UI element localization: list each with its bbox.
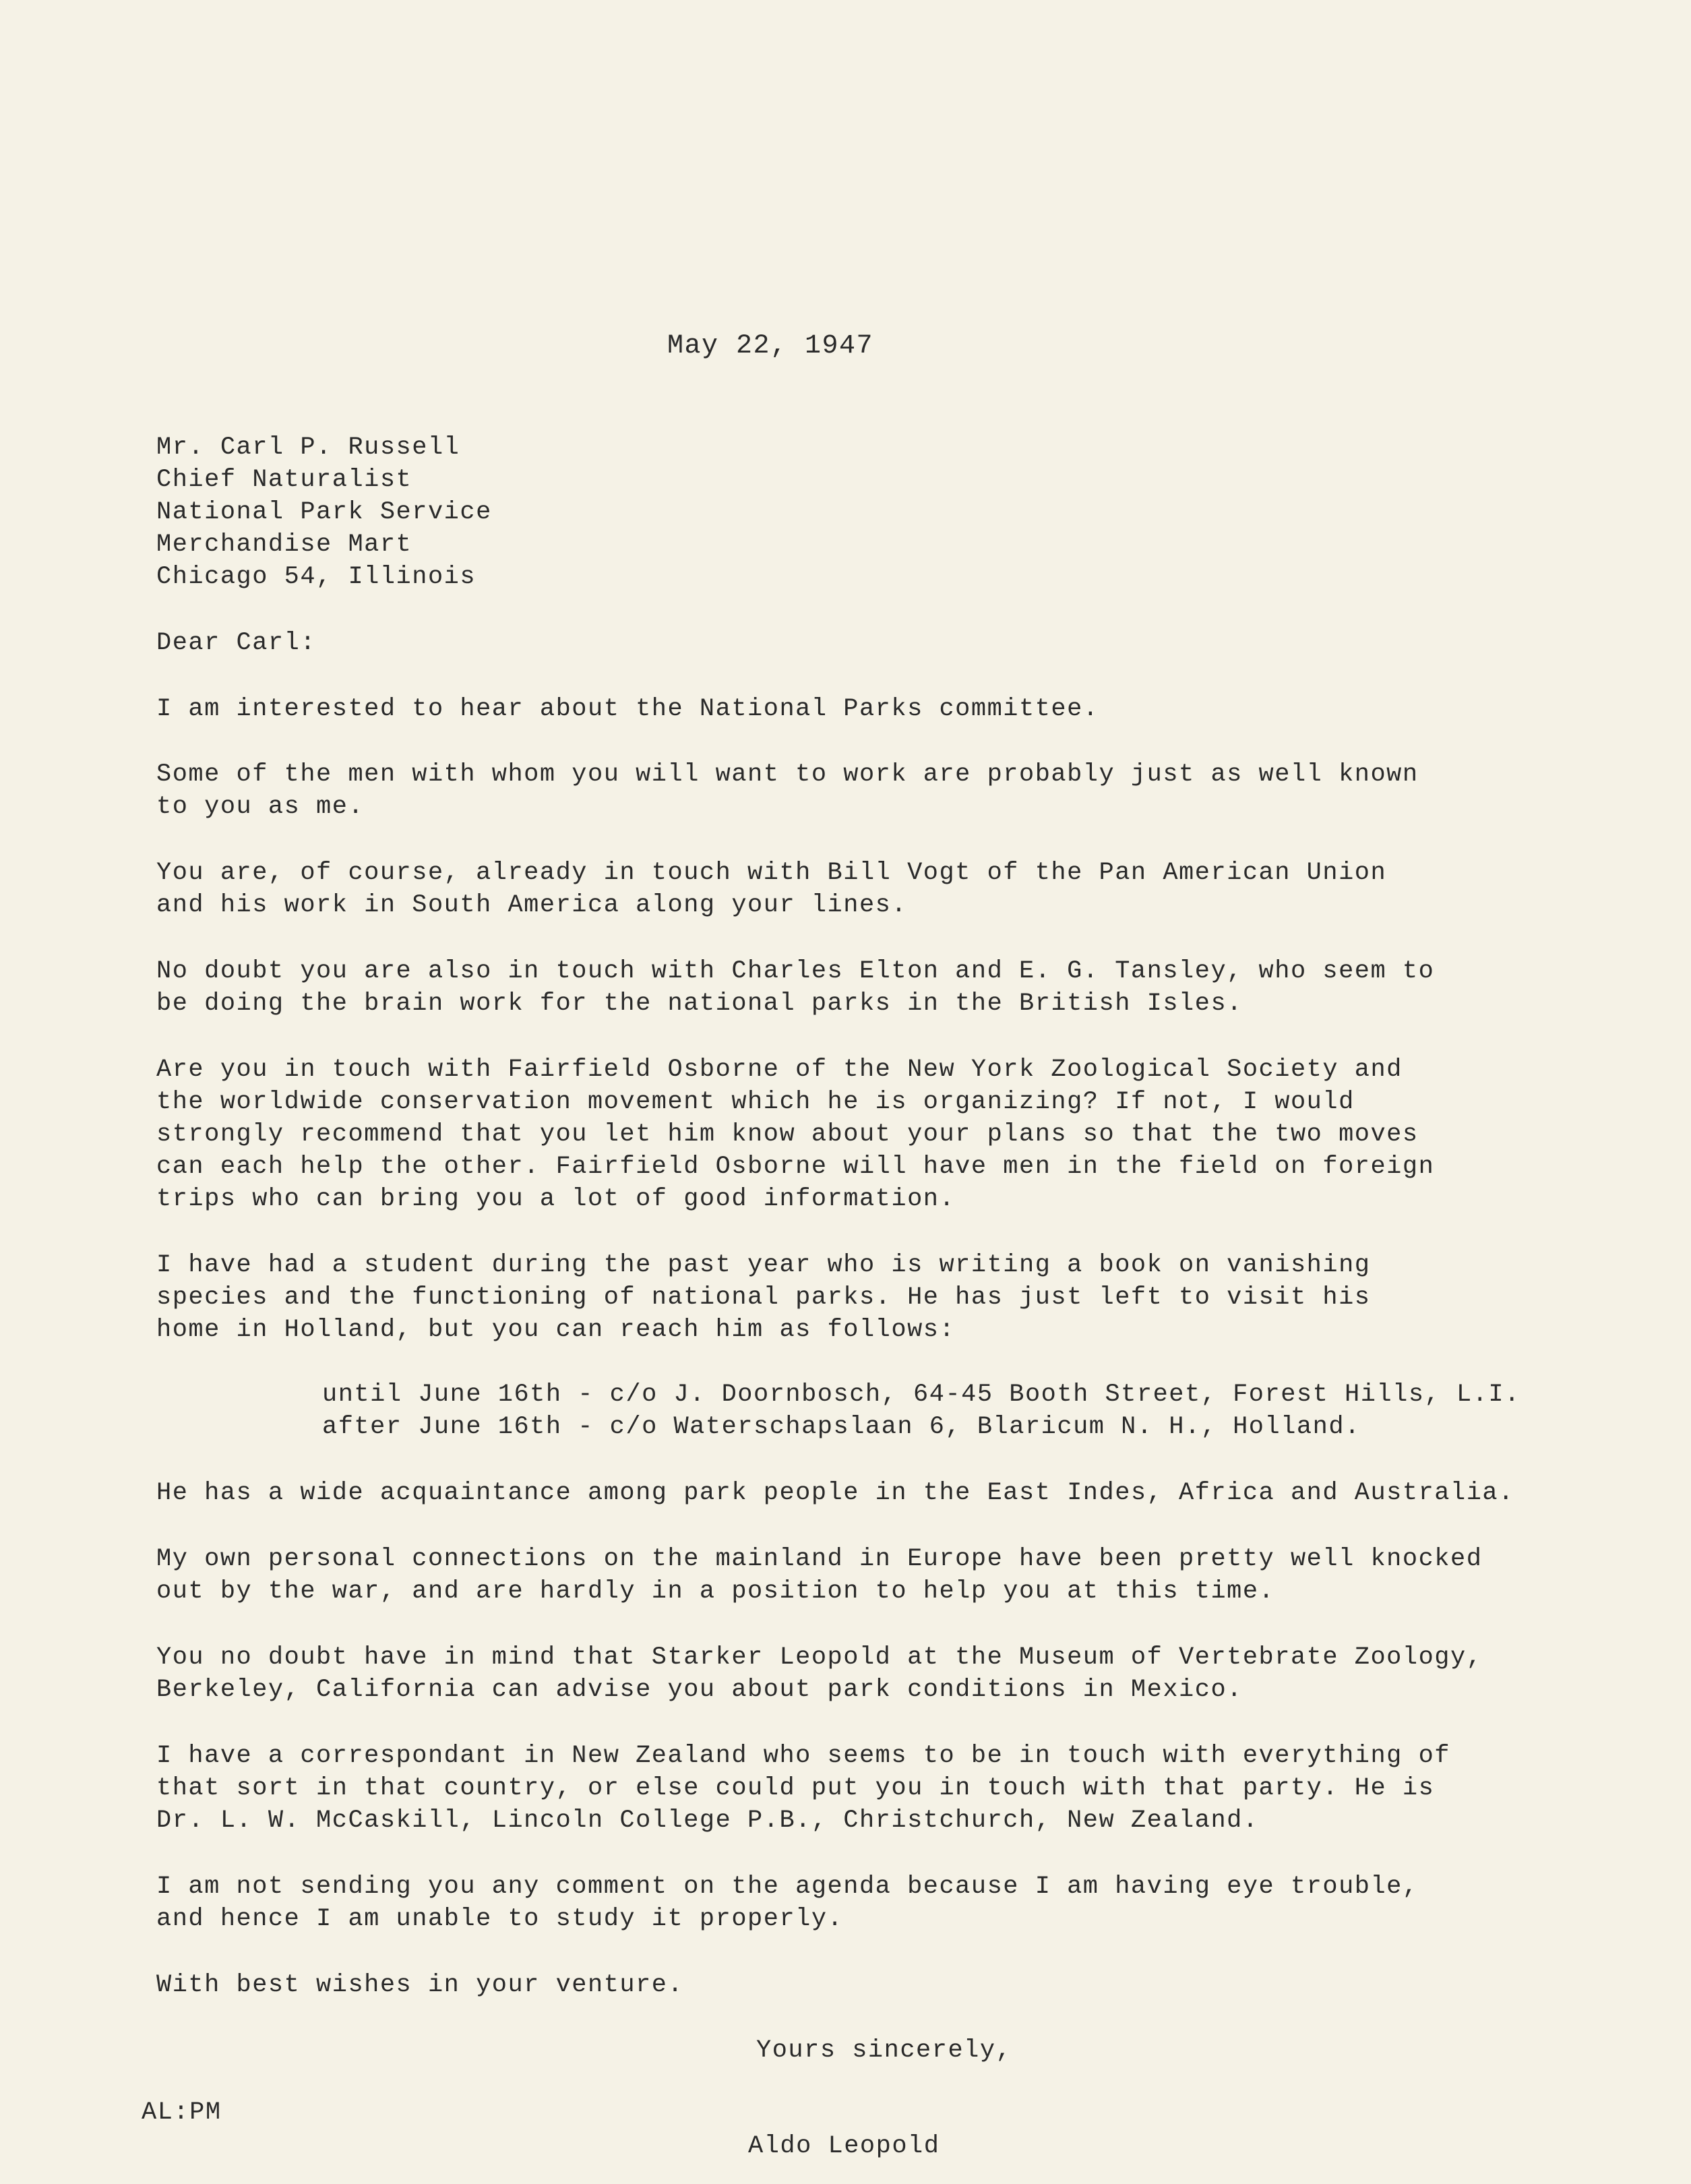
salutation: Dear Carl: <box>156 629 317 657</box>
paragraph-line: that sort in that country, or else could put you in touch with that party. He is <box>156 1774 1435 1802</box>
paragraph-line: Are you in touch with Fairfield Osborne of the New York Zoological Society and <box>156 1056 1403 1084</box>
paragraph-line: the worldwide conservation movement which he is organizing? If not, I would <box>156 1088 1355 1116</box>
paragraph-line: Berkeley, California can advise you about park conditions in Mexico. <box>156 1676 1243 1704</box>
recipient-name: Mr. Carl P. Russell <box>156 433 460 462</box>
letter-date: May 22, 1947 <box>667 331 874 361</box>
paragraph-line: trips who can bring you a lot of good information. <box>156 1185 956 1213</box>
closing: Yours sincerely, <box>756 2036 1012 2065</box>
paragraph-line: I am interested to hear about the National Parks committee. <box>156 695 1099 723</box>
paragraph-line: My own personal connections on the mainland in Europe have been pretty well knocked <box>156 1545 1483 1573</box>
paragraph-line: home in Holland, but you can reach him as follows: <box>156 1316 956 1344</box>
paragraph-line: With best wishes in your venture. <box>156 1971 684 1999</box>
paragraph-line: species and the functioning of national parks. He has just left to visit his <box>156 1283 1371 1312</box>
paragraph-line: You no doubt have in mind that Starker Leopold at the Museum of Vertebrate Zoology, <box>156 1643 1483 1672</box>
paragraph-line: He has a wide acquaintance among park people in the East Indes, Africa and Australia. <box>156 1479 1514 1507</box>
paragraph-line: Some of the men with whom you will want to work are probably just as well known <box>156 760 1419 789</box>
paragraph-line: I have a correspondant in New Zealand who seems to be in touch with everything of <box>156 1742 1450 1770</box>
paragraph-line: I am not sending you any comment on the agenda because I am having eye trouble, <box>156 1873 1419 1901</box>
recipient-city: Chicago 54, Illinois <box>156 563 476 591</box>
recipient-title: Chief Naturalist <box>156 466 412 494</box>
paragraph-line: to you as me. <box>156 793 365 821</box>
paragraph-line: No doubt you are also in touch with Charles Elton and E. G. Tansley, who seem to <box>156 957 1435 985</box>
address-line: until June 16th - c/o J. Doornbosch, 64-45 Booth Street, Forest Hills, L.I. <box>322 1381 1520 1409</box>
typist-initials: AL:PM <box>142 2098 222 2127</box>
paragraph-line: strongly recommend that you let him know about your plans so that the two moves <box>156 1120 1419 1149</box>
paragraph-line: You are, of course, already in touch with Bill Vogt of the Pan American Union <box>156 859 1387 887</box>
address-line: after June 16th - c/o Waterschapslaan 6, Blaricum N. H., Holland. <box>322 1413 1361 1441</box>
paragraph-line: Dr. L. W. McCaskill, Lincoln College P.B., Christchurch, New Zealand. <box>156 1807 1259 1835</box>
signature-name: Aldo Leopold <box>748 2132 940 2160</box>
recipient-building: Merchandise Mart <box>156 530 412 559</box>
paragraph-line: can each help the other. Fairfield Osborne will have men in the field on foreign <box>156 1153 1435 1181</box>
paragraph-line: out by the war, and are hardly in a position to help you at this time. <box>156 1577 1275 1606</box>
paragraph-line: I have had a student during the past year who is writing a book on vanishing <box>156 1251 1371 1279</box>
paragraph-line: and his work in South America along your lines. <box>156 891 908 919</box>
recipient-org: National Park Service <box>156 498 492 526</box>
paragraph-line: and hence I am unable to study it properly. <box>156 1905 844 1933</box>
paragraph-line: be doing the brain work for the national parks in the British Isles. <box>156 990 1243 1018</box>
